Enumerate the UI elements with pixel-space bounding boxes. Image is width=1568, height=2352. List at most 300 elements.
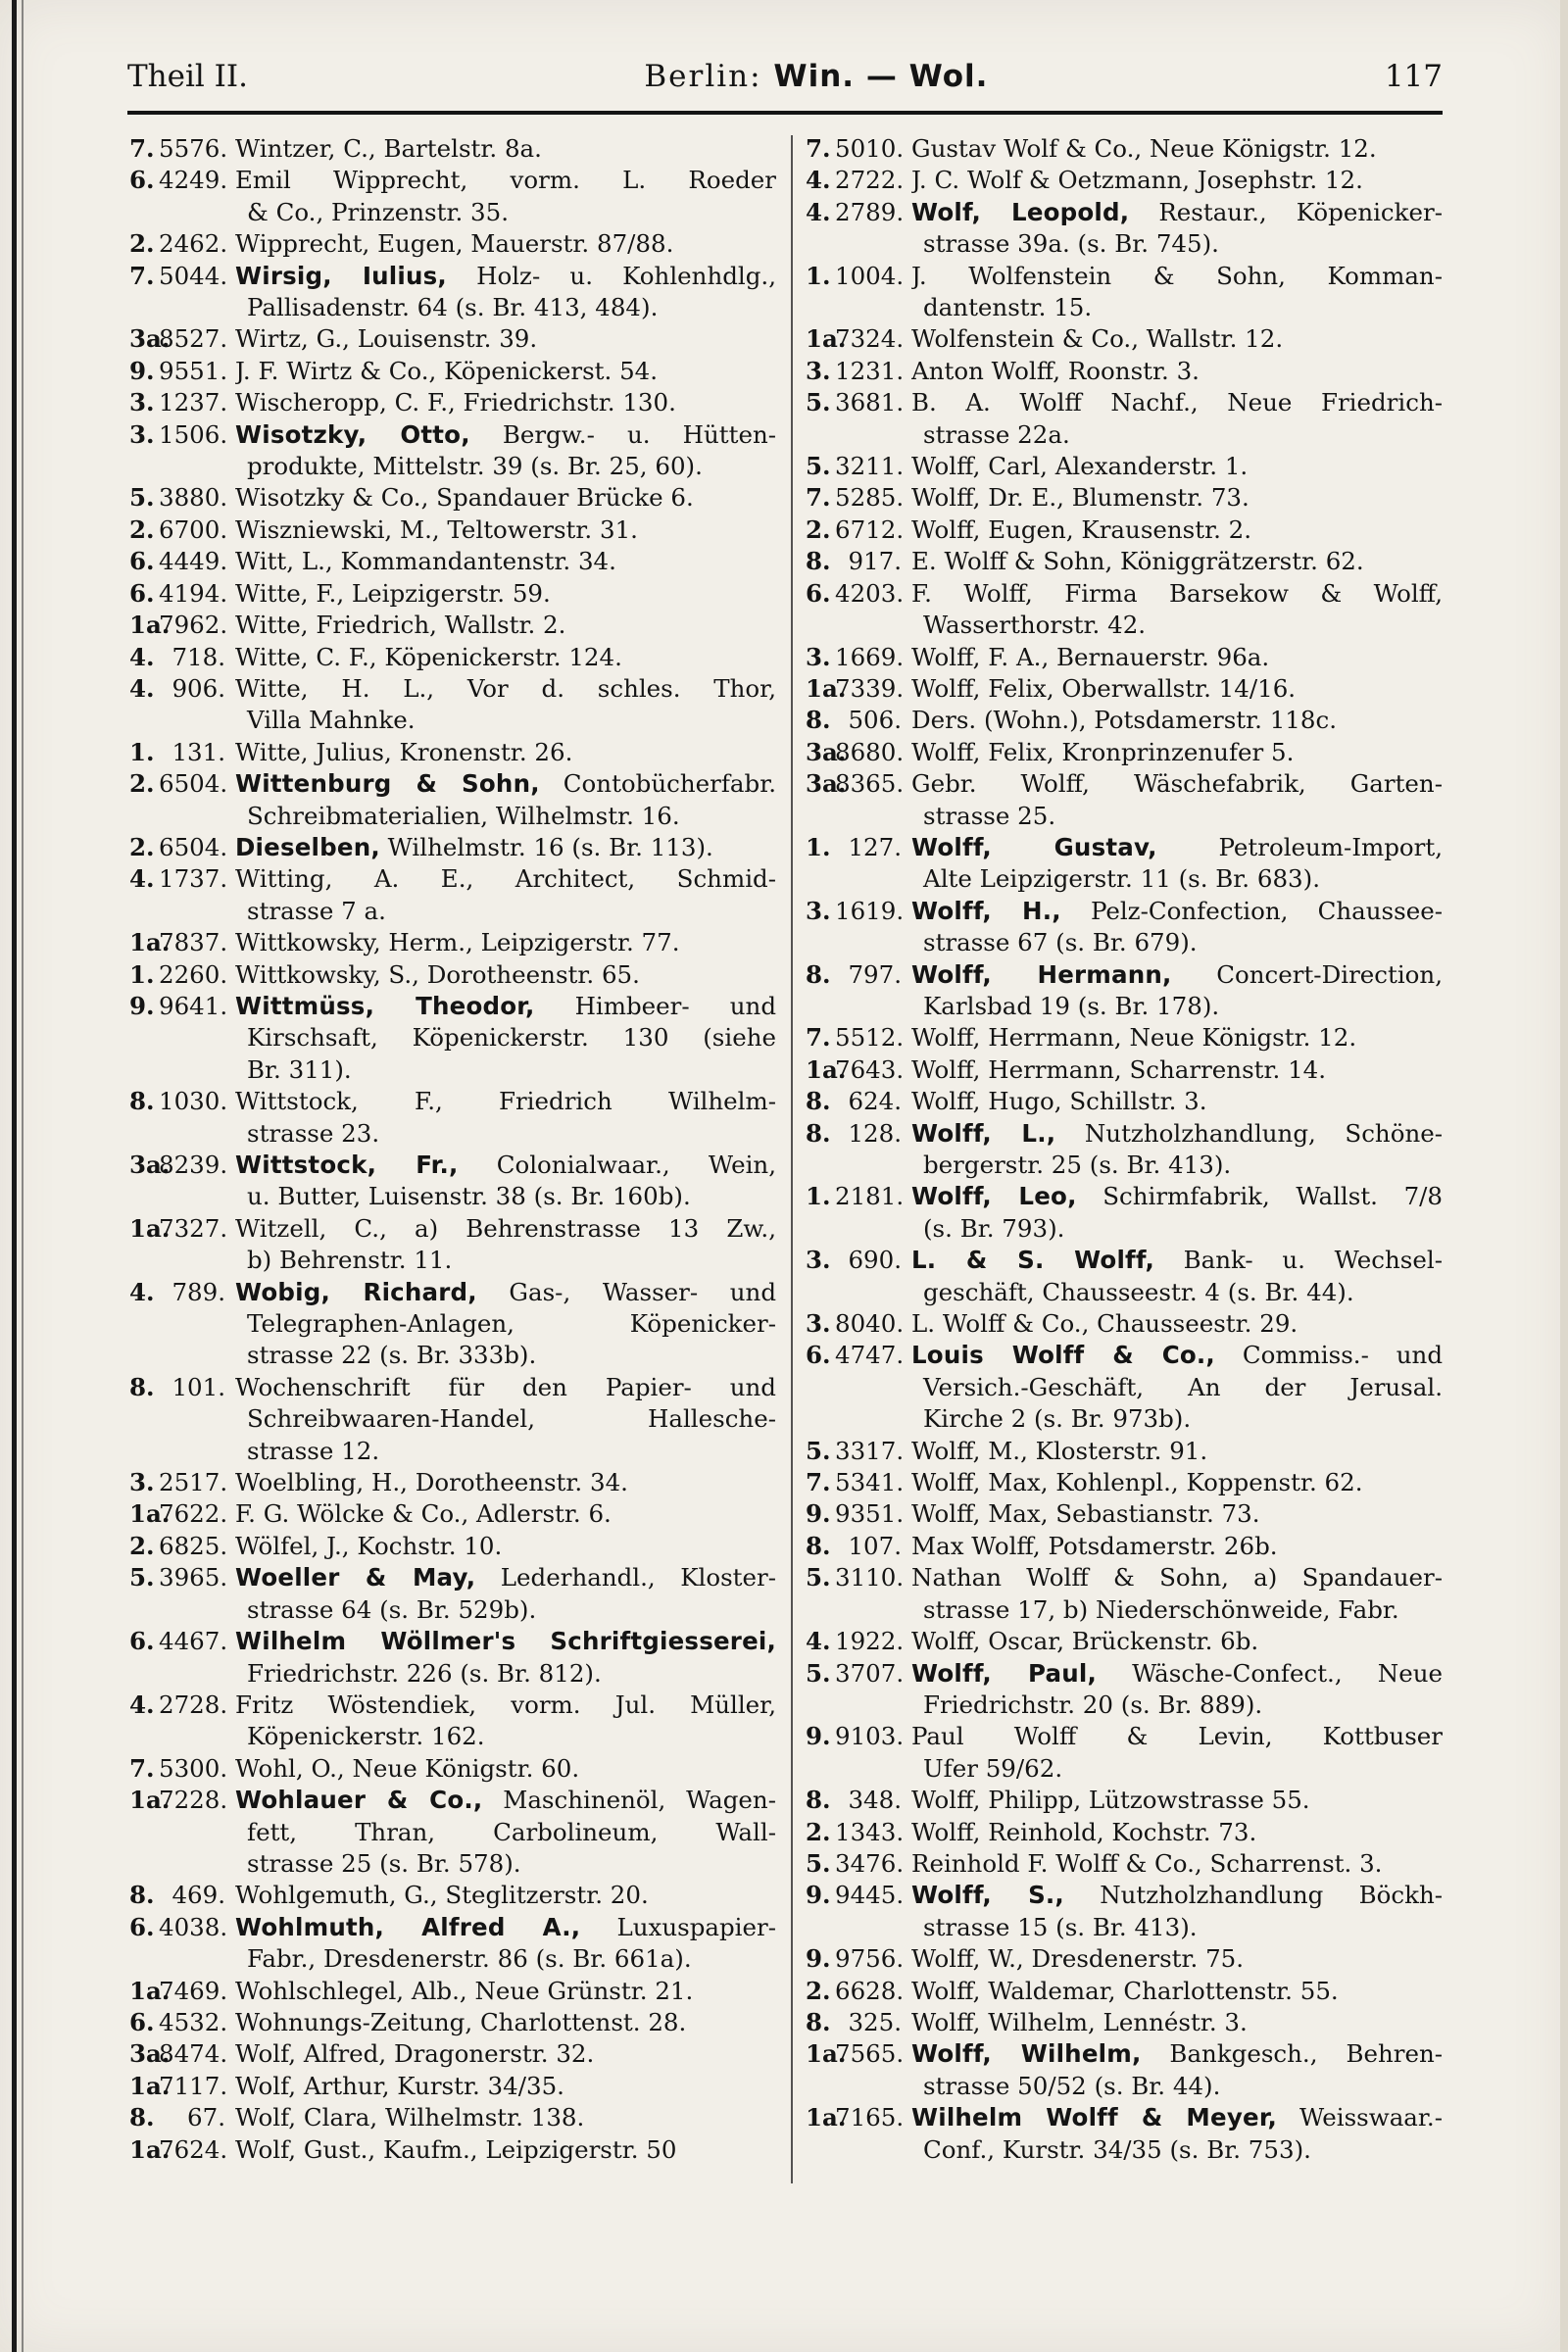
exchange-office: 6. <box>129 578 155 608</box>
entry-line-text: Schirmfabrik, Wallst. 7/8 <box>1076 1182 1443 1211</box>
telephone-number: 4038. <box>159 1912 228 1941</box>
subscriber-text <box>235 2038 776 2070</box>
exchange-office: 1a. <box>129 2071 171 2100</box>
entry-line: (s. Br. 793). <box>923 1213 1065 1243</box>
entry-line: Karlsbad 19 (s. Br. 178). <box>923 991 1220 1020</box>
directory-entry <box>806 1976 1443 2007</box>
exchange-office: 8. <box>129 2103 155 2132</box>
subscriber-text <box>911 546 1443 577</box>
telephone-number: 6700. <box>159 514 228 544</box>
directory-entry <box>129 673 776 737</box>
subscriber-text <box>911 133 1443 165</box>
entry-line: Witte, Friedrich, Wallstr. 2. <box>235 611 566 640</box>
exchange-office: 3. <box>806 642 831 671</box>
entry-line: & Co., Prinzenstr. 35. <box>247 197 509 226</box>
telephone-number: 9756. <box>835 1944 905 1974</box>
subscriber-text <box>235 387 776 418</box>
exchange-office: 1. <box>129 959 155 989</box>
subscriber-text <box>235 927 776 958</box>
telephone-number: 2728. <box>159 1690 228 1719</box>
subscriber-text <box>235 514 776 546</box>
telephone-number: 8474. <box>159 2039 228 2069</box>
subscriber-text <box>911 1785 1443 1816</box>
entry-line-text: Restaur., Köpenicker- <box>1129 197 1443 226</box>
directory-entry <box>129 959 776 991</box>
subscriber-name-bold: Wisotzky, Otto, <box>235 419 470 449</box>
subscriber-name-bold: Wilhelm Wolff & Meyer, <box>911 2103 1278 2132</box>
subscriber-text <box>911 2102 1443 2166</box>
entry-line-text: Wäsche-Confect., Neue <box>1096 1658 1443 1688</box>
exchange-office: 7. <box>806 483 831 513</box>
telephone-number: 6825. <box>159 1531 228 1560</box>
entry-line: Pallisadenstr. 64 (s. Br. 413, 484). <box>247 293 659 322</box>
entry-line: Witte, H. L., Vor d. schles. Thor, <box>235 673 776 703</box>
directory-entry <box>129 1753 776 1785</box>
entry-line <box>911 2102 1443 2133</box>
directory-entry <box>806 768 1443 832</box>
telephone-number: 1237. <box>159 388 228 417</box>
entry-line <box>235 1562 776 1593</box>
telephone-number: 3681. <box>835 388 905 417</box>
directory-entry <box>129 2071 776 2102</box>
entry-line <box>911 197 1443 228</box>
directory-entry <box>129 1498 776 1530</box>
directory-entry <box>129 133 776 165</box>
subscriber-text <box>235 832 776 863</box>
subscriber-name-bold: Wolff, L., <box>911 1118 1056 1148</box>
exchange-office: 8. <box>806 959 831 989</box>
directory-entry <box>129 610 776 641</box>
entry-line: Anton Wolff, Roonstr. 3. <box>911 356 1200 385</box>
entry-line: strasse 25 (s. Br. 578). <box>247 1848 521 1878</box>
directory-entry <box>129 546 776 577</box>
exchange-office: 5. <box>806 1563 831 1592</box>
exchange-office: 7. <box>806 1468 831 1497</box>
entry-line: Wolff, Hugo, Schillstr. 3. <box>911 1087 1207 1116</box>
entry-line: strasse 22 (s. Br. 333b). <box>247 1341 537 1370</box>
directory-entry <box>129 927 776 958</box>
telephone-number: 1004. <box>835 261 905 290</box>
directory-entry <box>129 1531 776 1562</box>
subscriber-text <box>235 1086 776 1150</box>
entry-line: B. A. Wolff Nachf., Neue Friedrich- <box>911 388 1443 417</box>
subscriber-text <box>235 1912 776 1976</box>
exchange-office: 3. <box>129 1468 155 1497</box>
left-column <box>129 133 776 2166</box>
directory-entry <box>806 1340 1443 1435</box>
directory-entry <box>129 1086 776 1150</box>
book-spine-shadow <box>12 0 17 2352</box>
entry-line <box>911 1658 1443 1690</box>
entry-line: Wasserthorstr. 42. <box>923 611 1147 640</box>
telephone-number: 4449. <box>159 547 228 576</box>
entry-line <box>235 1150 776 1181</box>
exchange-office: 3. <box>806 1246 831 1275</box>
entry-line: Wochenschrift für den Papier- und <box>235 1372 776 1401</box>
directory-entry <box>806 1880 1443 1943</box>
exchange-office: 1a. <box>129 1499 171 1529</box>
entry-line: Witzell, C., a) Behrenstrasse 13 Zw., <box>235 1213 776 1243</box>
subscriber-text <box>911 1022 1443 1054</box>
telephone-number: 9103. <box>835 1722 905 1751</box>
directory-entry <box>129 165 776 228</box>
subscriber-text <box>911 642 1443 673</box>
subscriber-text <box>235 1976 776 2007</box>
entry-line: Wolff, M., Klosterstr. 91. <box>911 1436 1208 1465</box>
directory-entry <box>806 1562 1443 1626</box>
telephone-number: 127. <box>848 832 902 861</box>
subscriber-name-bold: Wobig, Richard, <box>235 1277 477 1306</box>
entry-line <box>911 832 1443 863</box>
telephone-number: 1343. <box>835 1817 905 1846</box>
directory-entry <box>129 1277 776 1372</box>
subscriber-text <box>911 1467 1443 1498</box>
exchange-office: 5. <box>129 483 155 513</box>
subscriber-text <box>235 1531 776 1562</box>
directory-entry <box>806 1531 1443 1562</box>
directory-entry <box>129 419 776 483</box>
entry-line: Kirche 2 (s. Br. 973b). <box>923 1404 1192 1434</box>
entry-line-text: Wilhelmstr. 16 (s. Br. 113). <box>379 832 713 861</box>
exchange-office: 8. <box>806 547 831 576</box>
entry-line: L. Wolff & Co., Chausseestr. 29. <box>911 1309 1298 1339</box>
directory-entry <box>806 133 1443 165</box>
subscriber-text <box>911 387 1443 451</box>
exchange-office: 7. <box>806 1023 831 1053</box>
subscriber-name-bold: Wittenburg & Sohn, <box>235 769 540 799</box>
telephone-number: 3965. <box>159 1563 228 1592</box>
entry-line: Wohl, O., Neue Königstr. 60. <box>235 1753 580 1783</box>
entry-line-text: Bankgesch., Behren- <box>1141 2039 1443 2069</box>
telephone-number: 9445. <box>835 1881 905 1910</box>
directory-entry <box>129 642 776 673</box>
telephone-number: 3476. <box>835 1848 905 1878</box>
directory-entry <box>129 1372 776 1467</box>
entry-line <box>911 1340 1443 1371</box>
exchange-office: 9. <box>806 1944 831 1974</box>
directory-entry <box>806 2102 1443 2166</box>
header-city-range <box>644 59 988 94</box>
exchange-office: 2. <box>129 832 155 861</box>
subscriber-name-bold: Wolff, Paul, <box>911 1658 1097 1688</box>
entry-line: Wolff, Felix, Kronprinzenufer 5. <box>911 737 1295 766</box>
entry-line-text: Petroleum-Import, <box>1156 832 1443 861</box>
entry-line: Wolf, Arthur, Kurstr. 34/35. <box>235 2071 564 2100</box>
exchange-office: 1a. <box>806 673 847 703</box>
entry-line: Max Wolff, Potsdamerstr. 26b. <box>911 1531 1278 1560</box>
subscriber-text <box>235 1150 776 1213</box>
exchange-office: 5. <box>129 1563 155 1592</box>
telephone-number: 3317. <box>835 1436 905 1465</box>
directory-entry <box>129 1150 776 1213</box>
subscriber-text <box>235 642 776 673</box>
directory-entry <box>129 482 776 514</box>
subscriber-text <box>911 1976 1443 2007</box>
entry-line <box>235 1912 776 1943</box>
subscriber-text <box>235 991 776 1086</box>
telephone-number: 7624. <box>159 2134 228 2164</box>
entry-line: strasse 7 a. <box>247 896 386 925</box>
directory-entry <box>806 1086 1443 1117</box>
telephone-number: 4194. <box>159 578 228 608</box>
exchange-office: 4. <box>129 673 155 703</box>
entry-line: strasse 25. <box>923 801 1056 830</box>
telephone-number: 797. <box>848 959 902 989</box>
exchange-office: 6. <box>806 1341 831 1370</box>
exchange-office: 6. <box>129 2007 155 2036</box>
subscriber-text <box>911 578 1443 642</box>
subscriber-text <box>235 1753 776 1785</box>
entry-line: Witte, F., Leipzigerstr. 59. <box>235 578 551 608</box>
exchange-office: 8. <box>129 1372 155 1401</box>
exchange-office: 4. <box>129 642 155 671</box>
subscriber-name-bold: Wolff, Leo, <box>911 1182 1077 1211</box>
exchange-office: 9. <box>129 356 155 385</box>
entry-line <box>235 1785 776 1816</box>
entry-line: Telegraphen-Anlagen, Köpenicker- <box>247 1309 776 1339</box>
entry-line: Br. 311). <box>247 1054 352 1084</box>
directory-entry <box>806 832 1443 896</box>
subscriber-text <box>235 1277 776 1372</box>
telephone-number: 4467. <box>159 1627 228 1656</box>
subscriber-text <box>235 863 776 927</box>
telephone-number: 3880. <box>159 483 228 513</box>
directory-entry <box>806 896 1443 959</box>
directory-entry <box>806 642 1443 673</box>
exchange-office: 5. <box>806 1848 831 1878</box>
entry-line: bergerstr. 25 (s. Br. 413). <box>923 1151 1232 1179</box>
right-column <box>806 133 1443 2166</box>
directory-entry <box>129 863 776 927</box>
exchange-office: 9. <box>806 1722 831 1751</box>
telephone-number: 8365. <box>835 769 905 799</box>
entry-line: strasse 22a. <box>923 419 1070 449</box>
directory-entry <box>806 323 1443 355</box>
entry-line-text: Bank- u. Wechsel- <box>1153 1246 1443 1275</box>
telephone-number: 8680. <box>835 737 905 766</box>
telephone-number: 8527. <box>159 324 228 354</box>
subscriber-text <box>911 737 1443 768</box>
entry-line: Wolff, Carl, Alexanderstr. 1. <box>911 452 1249 481</box>
telephone-number: 101. <box>172 1372 225 1401</box>
telephone-number: 7339. <box>835 673 905 703</box>
telephone-number: 67. <box>187 2103 225 2132</box>
subscriber-text <box>235 1372 776 1467</box>
entry-line-text: Colonialwaar., Wein, <box>458 1151 776 1179</box>
entry-line: geschäft, Chausseestr. 4 (s. Br. 44). <box>923 1277 1354 1306</box>
entry-line: Wolff, Reinhold, Kochstr. 73. <box>911 1817 1257 1846</box>
subscriber-text <box>911 1880 1443 1943</box>
telephone-number: 718. <box>172 642 225 671</box>
entry-line: Witt, L., Kommandantenstr. 34. <box>235 547 616 576</box>
exchange-office: 8. <box>806 2007 831 2036</box>
subscriber-text <box>235 768 776 832</box>
subscriber-text <box>235 959 776 991</box>
directory-entry <box>129 1976 776 2007</box>
subscriber-text <box>235 1880 776 1911</box>
exchange-office: 2. <box>129 1531 155 1560</box>
entry-line: Wipprecht, Eugen, Mauerstr. 87/88. <box>235 229 674 259</box>
exchange-office: 1a. <box>129 611 171 640</box>
exchange-office: 3. <box>129 388 155 417</box>
entry-line <box>235 261 776 292</box>
telephone-number: 3211. <box>835 452 905 481</box>
entry-line: Ders. (Wohn.), Potsdamerstr. 118c. <box>911 706 1337 735</box>
entry-line <box>235 1626 776 1657</box>
entry-line: Wischeropp, C. F., Friedrichstr. 130. <box>235 388 676 417</box>
directory-entry <box>806 514 1443 546</box>
exchange-office: 7. <box>129 134 155 163</box>
subscriber-text <box>911 832 1443 896</box>
exchange-office: 8. <box>806 1118 831 1148</box>
subscriber-text <box>911 1086 1443 1117</box>
directory-entry <box>129 356 776 387</box>
entry-line: Ufer 59/62. <box>923 1753 1063 1783</box>
subscriber-name-bold: Wolff, S., <box>911 1881 1064 1910</box>
subscriber-text <box>911 896 1443 959</box>
entry-line: J. F. Wirtz & Co., Köpenickerst. 54. <box>235 356 659 385</box>
subscriber-text <box>911 1531 1443 1562</box>
directory-entry <box>129 2102 776 2133</box>
entry-line: Witte, C. F., Köpenickerstr. 124. <box>235 642 622 671</box>
subscriber-text <box>911 705 1443 736</box>
entry-line: Wolff, Oscar, Brückenstr. 6b. <box>911 1627 1259 1656</box>
subscriber-name-bold: Wolff, Wilhelm, <box>911 2039 1142 2069</box>
entry-line <box>235 768 776 800</box>
entry-line <box>911 2038 1443 2070</box>
entry-line: Gustav Wolf & Co., Neue Königstr. 12. <box>911 134 1377 163</box>
entry-line: Wohnungs-Zeitung, Charlottenst. 28. <box>235 2007 687 2036</box>
directory-entry <box>806 1943 1443 1975</box>
telephone-number: 4532. <box>159 2007 228 2036</box>
entry-line: Witting, A. E., Architect, Schmid- <box>235 864 776 894</box>
entry-line-text: Concert-Direction, <box>1171 959 1443 989</box>
subscriber-text <box>911 1308 1443 1340</box>
subscriber-text <box>911 1181 1443 1245</box>
exchange-office: 1a. <box>129 1976 171 2005</box>
exchange-office: 9. <box>129 991 155 1020</box>
subscriber-text <box>911 1626 1443 1657</box>
subscriber-text <box>911 673 1443 705</box>
telephone-number: 789. <box>172 1277 225 1306</box>
subscriber-text <box>911 482 1443 514</box>
entry-line: Wolff, F. A., Bernauerstr. 96a. <box>911 642 1270 671</box>
telephone-number: 7837. <box>159 928 228 957</box>
telephone-number: 1231. <box>835 356 905 385</box>
entry-line: Wolff, Philipp, Lützowstrasse 55. <box>911 1786 1310 1815</box>
subscriber-name-bold: Wolf, Leopold, <box>911 197 1130 226</box>
directory-entry <box>129 2007 776 2038</box>
directory-entry <box>129 578 776 610</box>
entry-line: Wolff, W., Dresdenerstr. 75. <box>911 1944 1245 1974</box>
subscriber-name-bold: Woeller & May, <box>235 1563 476 1592</box>
exchange-office: 1a. <box>129 2134 171 2164</box>
subscriber-name-bold: Dieselben, <box>235 832 380 861</box>
entry-line <box>911 1880 1443 1911</box>
telephone-number: 5300. <box>159 1753 228 1783</box>
telephone-number: 7228. <box>159 1786 228 1815</box>
entry-line: Köpenickerstr. 162. <box>247 1722 485 1751</box>
telephone-number: 506. <box>848 706 902 735</box>
directory-entry <box>806 546 1443 577</box>
subscriber-text <box>235 1498 776 1530</box>
exchange-office: 2. <box>806 514 831 544</box>
subscriber-text <box>911 1562 1443 1626</box>
telephone-number: 6712. <box>835 514 905 544</box>
telephone-number: 7327. <box>159 1213 228 1243</box>
entry-line <box>911 1181 1443 1212</box>
exchange-office: 8. <box>129 1881 155 1910</box>
telephone-number: 906. <box>172 673 225 703</box>
directory-entry <box>129 991 776 1086</box>
entry-line <box>235 832 776 863</box>
header-alpha-range: Win. — Wol. <box>773 59 989 94</box>
subscriber-name-bold: Wittmüss, Theodor, <box>235 991 535 1020</box>
subscriber-text <box>911 261 1443 324</box>
directory-entry <box>129 1626 776 1690</box>
telephone-number: 469. <box>172 1881 225 1910</box>
telephone-number: 3110. <box>835 1563 905 1592</box>
entry-line-text: Holz- u. Kohlenhdlg., <box>446 261 776 290</box>
directory-entry <box>806 1022 1443 1054</box>
entry-line: strasse 64 (s. Br. 529b). <box>247 1594 537 1624</box>
directory-entry <box>806 1245 1443 1308</box>
telephone-number: 7622. <box>159 1499 228 1529</box>
directory-entry <box>129 261 776 324</box>
directory-entry <box>129 1562 776 1626</box>
entry-line: b) Behrenstr. 11. <box>247 1246 453 1275</box>
subscriber-name-bold: Wolff, H., <box>911 896 1061 925</box>
directory-entry <box>806 1054 1443 1086</box>
directory-entry <box>806 1467 1443 1498</box>
directory-entry <box>806 1181 1443 1245</box>
entry-line: J. Wolfenstein & Sohn, Komman- <box>911 261 1443 290</box>
directory-entry <box>806 1498 1443 1530</box>
subscriber-text <box>235 228 776 260</box>
directory-entry <box>806 1817 1443 1848</box>
entry-line: Kirschsaft, Köpenickerstr. 130 (siehe <box>247 1023 776 1053</box>
entry-line: Woelbling, H., Dorotheenstr. 34. <box>235 1468 628 1497</box>
directory-entry <box>806 578 1443 642</box>
directory-entry <box>806 1785 1443 1816</box>
telephone-number: 1030. <box>159 1087 228 1116</box>
telephone-number: 9551. <box>159 356 228 385</box>
entry-line: Wolf, Alfred, Dragonerstr. 32. <box>235 2039 595 2069</box>
subscriber-text <box>911 197 1443 261</box>
directory-entry <box>806 1626 1443 1657</box>
subscriber-text <box>235 419 776 483</box>
subscriber-text <box>911 1721 1443 1785</box>
exchange-office: 4. <box>129 1277 155 1306</box>
entry-line: F. Wolff, Firma Barsekow & Wolff, <box>911 578 1443 608</box>
directory-entry <box>129 323 776 355</box>
subscriber-text <box>911 1245 1443 1308</box>
exchange-office: 7. <box>129 1753 155 1783</box>
telephone-number: 4249. <box>159 166 228 195</box>
subscriber-text <box>235 1467 776 1498</box>
subscriber-text <box>235 165 776 228</box>
exchange-office: 5. <box>806 1436 831 1465</box>
directory-entry <box>129 768 776 832</box>
exchange-office: 1. <box>806 261 831 290</box>
exchange-office: 3a. <box>806 737 847 766</box>
entry-line: J. C. Wolf & Oetzmann, Josephstr. 12. <box>911 166 1363 195</box>
directory-entry <box>806 673 1443 705</box>
entry-line: Wittstock, F., Friedrich Wilhelm- <box>235 1087 776 1116</box>
entry-line: Wiszniewski, M., Teltowerstr. 31. <box>235 514 638 544</box>
entry-line-text: Maschinenöl, Wagen- <box>482 1786 776 1815</box>
exchange-office: 8. <box>129 1087 155 1116</box>
